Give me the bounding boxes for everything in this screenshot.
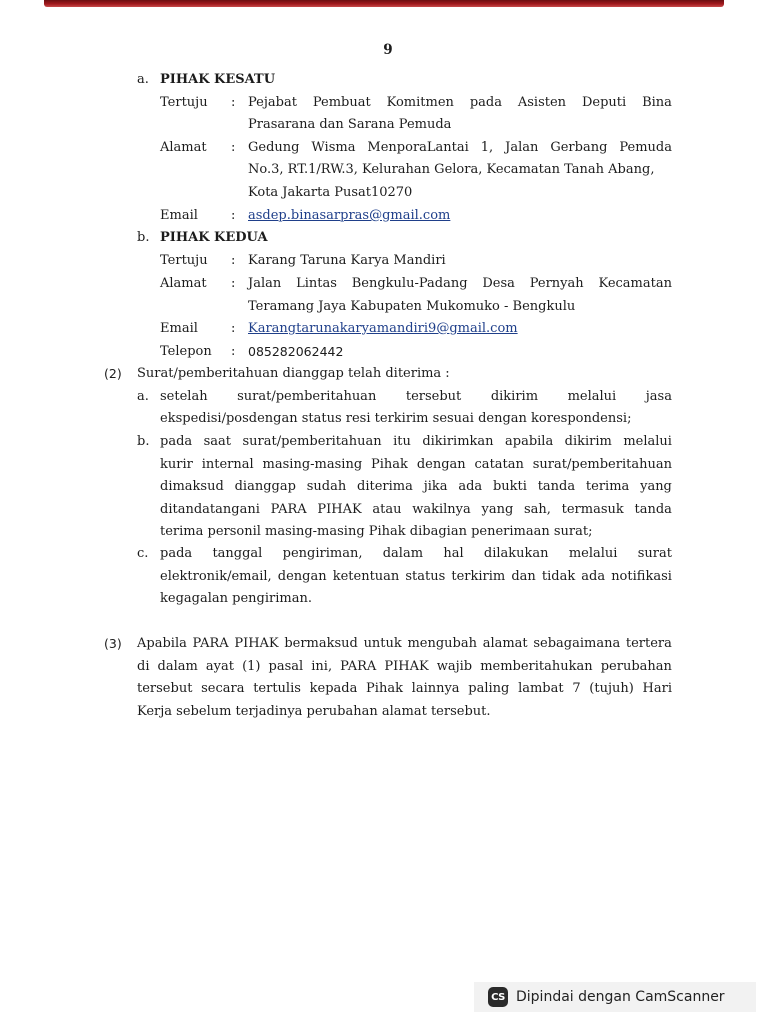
clause-3-line3 [137, 678, 672, 700]
clause-2a-line2: ekspedisi/posdengan status resi terkirim sesuai dengan korespondensi; [160, 411, 632, 426]
word: surat/pemberitahuan [237, 389, 377, 404]
word: sah, [523, 502, 551, 517]
word: dalam [382, 546, 424, 561]
word: dikirim [564, 434, 612, 449]
word: sebagaimana [533, 636, 621, 651]
word: perubahan [600, 659, 672, 674]
alamat-label: Alamat [160, 140, 207, 155]
colon: : [231, 140, 236, 155]
word: bermaksud [284, 636, 358, 651]
word: PIHAK [317, 502, 362, 517]
word: melalui [568, 546, 618, 561]
telepon-label: Telepon [160, 344, 212, 359]
page-number: 9 [383, 42, 393, 58]
word: termasuk [561, 502, 624, 517]
word: dengan [416, 457, 466, 472]
clause-1a-marker: a. [137, 72, 149, 87]
word: Desa [482, 276, 515, 291]
word: ketentuan [332, 569, 400, 584]
pihak-kesatu-heading: PIHAK KESATU [160, 72, 276, 87]
word: Hari [642, 681, 672, 696]
word: itu [393, 434, 411, 449]
kesatu-email-link[interactable]: asdep.binasarpras@gmail.com [248, 208, 451, 223]
colon: : [231, 253, 236, 268]
word: catatan [474, 457, 524, 472]
word: PARA [192, 636, 229, 651]
clause-2b-line4 [160, 499, 672, 521]
word: PARA [270, 502, 307, 517]
colon: : [231, 95, 236, 110]
word: masing-masing [262, 457, 363, 472]
word: atau [372, 502, 402, 517]
clause-3-number: (3) [104, 636, 122, 651]
camscanner-logo-icon: CS [488, 987, 508, 1007]
word: ini, [311, 659, 333, 674]
clause-2b-line2 [160, 454, 672, 476]
word: yang [640, 479, 672, 494]
word: tertera [625, 636, 672, 651]
word: Lintas [296, 276, 337, 291]
word: di [137, 659, 150, 674]
clause-2c-marker: c. [137, 546, 149, 561]
word: status [405, 569, 446, 584]
word: ada [581, 569, 606, 584]
word: Pejabat [248, 95, 297, 110]
word: Komitmen [386, 95, 454, 110]
word: terkirim [451, 569, 506, 584]
colon: : [231, 208, 236, 223]
word: tersebut [405, 389, 462, 404]
word: saat [203, 434, 232, 449]
word: 7 [572, 681, 581, 696]
word: Apabila [137, 636, 187, 651]
word: notifikasi [611, 569, 672, 584]
alamat-label: Alamat [160, 276, 207, 291]
email-label: Email [160, 208, 198, 223]
word: pada [469, 95, 502, 110]
kesatu-tertuju-line1 [248, 92, 672, 114]
word: Bina [642, 95, 672, 110]
word: dengan [277, 569, 327, 584]
word: surat/pemberitahuan [242, 434, 382, 449]
camscanner-watermark [474, 982, 756, 1012]
word: diterima [357, 479, 413, 494]
clause-3-line4: Kerja sebelum terjadinya perubahan alamat tersebut. [137, 704, 491, 719]
kedua-alamat-line1 [248, 273, 672, 295]
word: tertulis [253, 681, 301, 696]
word: secara [201, 681, 245, 696]
word: alamat [482, 636, 528, 651]
word: surat [637, 546, 672, 561]
word: dan [511, 569, 536, 584]
clause-3-line1 [137, 633, 672, 655]
clause-2b-line3 [160, 476, 672, 498]
word: mengubah [407, 636, 478, 651]
word: untuk [363, 636, 402, 651]
kedua-alamat-line2: Teramang Jaya Kabupaten Mukomuko - Bengkulu [248, 299, 576, 314]
word: kepada [309, 681, 358, 696]
word: Pihak [366, 681, 403, 696]
word: dalam [157, 659, 198, 674]
clause-2b-line1 [160, 431, 672, 453]
clause-2c-line2 [160, 566, 672, 588]
kesatu-tertuju-line2: Prasarana dan Sarana Pemuda [248, 117, 452, 132]
word: Gedung [248, 140, 300, 155]
kesatu-alamat-line3: Kota Jakarta Pusat10270 [248, 185, 413, 200]
word: 1, [480, 140, 494, 155]
word: dimaksud [160, 479, 224, 494]
colon: : [231, 321, 236, 336]
colon: : [231, 344, 236, 359]
tertuju-label: Tertuju [160, 253, 208, 268]
word: jasa [645, 389, 672, 404]
word: lainnya [411, 681, 460, 696]
word: melalui [623, 434, 672, 449]
word: pasal [268, 659, 304, 674]
clause-2b-line5: terima personil masing-masing Pihak dibagian penerimaan surat; [160, 524, 593, 539]
word: PARA [340, 659, 377, 674]
word: ditandatangani [160, 502, 260, 517]
word: pada [160, 434, 193, 449]
word: paling [468, 681, 510, 696]
kedua-tertuju: Karang Taruna Karya Mandiri [248, 253, 446, 268]
clause-2b-marker: b. [137, 434, 150, 449]
kesatu-alamat-line1 [248, 137, 672, 159]
word: Pembuat [312, 95, 371, 110]
word: jika [423, 479, 448, 494]
word: Jalan [248, 276, 282, 291]
word: lambat [518, 681, 564, 696]
word: setelah [160, 389, 208, 404]
clause-2-number: (2) [104, 366, 122, 381]
word: Pemuda [619, 140, 672, 155]
word: ayat [205, 659, 234, 674]
word: apabila [505, 434, 554, 449]
clause-2a-marker: a. [137, 389, 149, 404]
word: terima [585, 479, 630, 494]
top-border-band [44, 0, 724, 7]
word: tidak [541, 569, 576, 584]
word: Kecamatan [598, 276, 672, 291]
clause-2a-line1 [160, 386, 672, 408]
clause-2-intro: Surat/pemberitahuan dianggap telah diterima : [137, 366, 450, 381]
word: tersebut [137, 681, 193, 696]
word: sudah [306, 479, 347, 494]
word: PIHAK [384, 659, 429, 674]
word: Deputi [581, 95, 627, 110]
word: tanda [537, 479, 576, 494]
word: Wisma [311, 140, 356, 155]
word: ada [458, 479, 483, 494]
word: yang [481, 502, 514, 517]
word: PIHAK [234, 636, 279, 651]
camscanner-text: Dipindai dengan CamScanner [516, 989, 725, 1005]
word: tanda [634, 502, 672, 517]
word: wajib [436, 659, 473, 674]
word: dikirim [490, 389, 539, 404]
clause-2c-line3: kegagalan pengiriman. [160, 591, 312, 606]
word: wakilnya [412, 502, 471, 517]
word: kurir [160, 457, 193, 472]
word: Pihak [371, 457, 408, 472]
word: melalui [567, 389, 617, 404]
word: dilakukan [483, 546, 549, 561]
word: tanggal [212, 546, 263, 561]
colon: : [231, 276, 236, 291]
email-label: Email [160, 321, 198, 336]
word: Jalan [505, 140, 539, 155]
clause-1b-marker: b. [137, 230, 150, 245]
word: dianggap [234, 479, 296, 494]
word: bukti [492, 479, 527, 494]
word: (tujuh) [589, 681, 634, 696]
clause-2c-line1 [160, 543, 672, 565]
word: Pernyah [529, 276, 584, 291]
word: pada [160, 546, 193, 561]
word: Bengkulu-Padang [351, 276, 468, 291]
word: Asisten [517, 95, 567, 110]
word: elektronik/email, [160, 569, 272, 584]
word: internal [201, 457, 254, 472]
word: MenporaLantai [367, 140, 469, 155]
word: hal [443, 546, 464, 561]
word: surat/pemberitahuan [532, 457, 672, 472]
word: dikirimkan [422, 434, 494, 449]
word: (1) [242, 659, 261, 674]
word: memberitahukan [480, 659, 593, 674]
word: pengiriman, [282, 546, 363, 561]
pihak-kedua-heading: PIHAK KEDUA [160, 230, 268, 245]
kedua-email-link[interactable]: Karangtarunakaryamandiri9@gmail.com [248, 321, 518, 336]
word: Gerbang [550, 140, 608, 155]
tertuju-label: Tertuju [160, 95, 208, 110]
kesatu-alamat-line2: No.3, RT.1/RW.3, Kelurahan Gelora, Kecamatan Tanah Abang, [248, 162, 655, 177]
clause-3-line2 [137, 656, 672, 678]
kedua-telepon: 085282062442 [248, 344, 344, 359]
